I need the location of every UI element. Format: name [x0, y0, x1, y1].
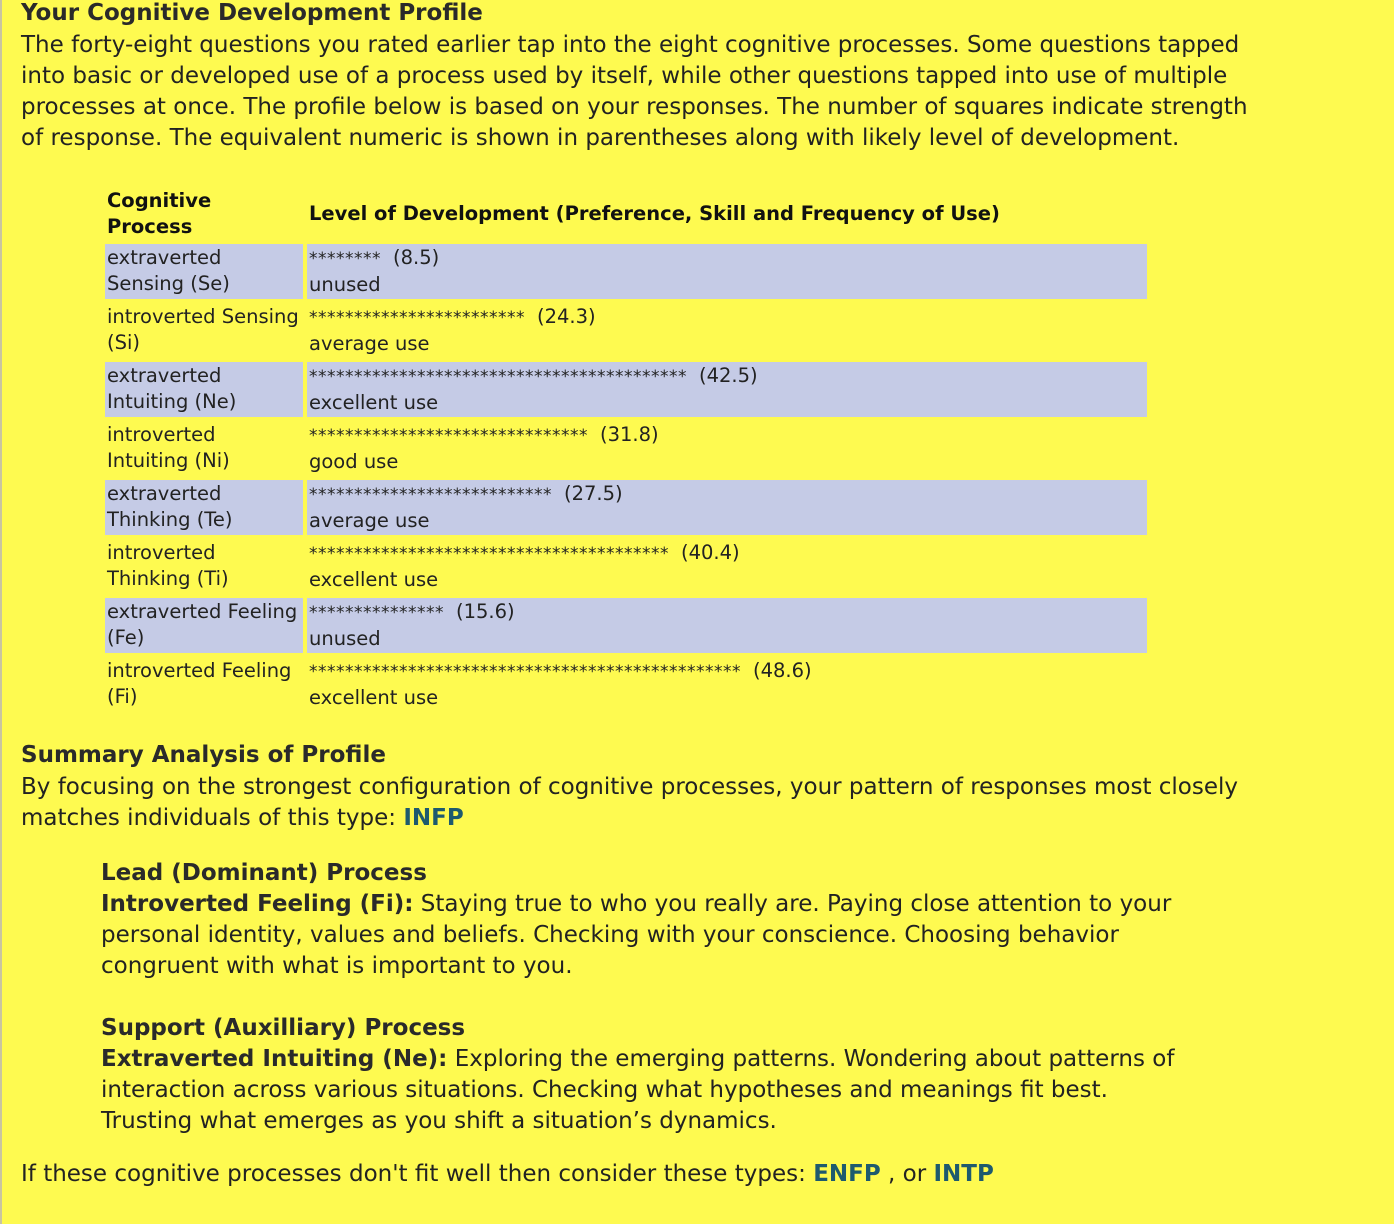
strength-stars: ******************************* — [309, 426, 588, 446]
strength-score: (8.5) — [393, 246, 440, 269]
strength-score: (48.6) — [753, 659, 812, 682]
profile-content — [21, 0, 1261, 1190]
level-cell — [307, 539, 1147, 594]
level-label: unused — [309, 627, 381, 650]
process-name: introverted Intuiting (Ni) — [107, 423, 230, 472]
support-process-desc: Exploring the emerging patterns. Wondering about patterns of interaction across various situations. Checking what hypotheses and meanings fit best. Trusting what emerges as you shift a situation’s dynamics. — [101, 1046, 1175, 1134]
table-row — [105, 598, 1147, 653]
intro-paragraph: The forty-eight questions you rated earlier tap into the eight cognitive processes. Some questions tapped into basic or developed use of a process used by itself, while other questions tapped into use of multiple processes at once. The profile below is based on your responses. The number of squares indicate strength of response. The equivalent numeric is shown in parentheses along with likely level of development. — [21, 32, 1248, 151]
table-row — [105, 539, 1147, 594]
level-label: average use — [309, 509, 430, 532]
page-title: Your Cognitive Development Profile — [21, 0, 483, 26]
level-cell — [307, 657, 1147, 712]
alt-type-link-1[interactable]: ENFP — [813, 1161, 881, 1187]
strength-score: (40.4) — [681, 541, 740, 564]
best-fit-type-link[interactable]: INFP — [403, 805, 464, 831]
table-row — [105, 480, 1147, 535]
strength-stars: ****************************************** — [309, 367, 687, 387]
strength-stars: ************************************************ — [309, 662, 741, 682]
table-row — [105, 657, 1147, 712]
left-edge — [0, 0, 2, 1224]
support-process-name: Extraverted Intuiting (Ne): — [101, 1046, 448, 1072]
col-header-level: Level of Development (Preference, Skill and Frequency of Use) — [309, 202, 1000, 225]
process-name: extraverted Sensing (Se) — [105, 244, 303, 299]
alternatives-text: If these cognitive processes don't fit well then consider these types: ENFP , or INTP — [21, 1161, 994, 1187]
lead-process-name: Introverted Feeling (Fi): — [101, 891, 414, 917]
support-process-title: Support (Auxilliary) Process — [101, 1015, 466, 1041]
strength-score: (24.3) — [537, 305, 596, 328]
strength-stars: **************************************** — [309, 544, 669, 564]
lead-process-desc: Staying true to who you really are. Paying close attention to your personal identity, values and beliefs. Checking with your conscience. Choosing behavior congruent with what is important to you. — [101, 891, 1172, 979]
table-row — [105, 303, 1147, 358]
strength-stars: *************** — [309, 603, 444, 623]
strength-score: (15.6) — [456, 600, 515, 623]
level-cell — [307, 421, 1147, 476]
process-name: introverted Feeling (Fi) — [107, 659, 292, 708]
process-name: extraverted Feeling (Fe) — [105, 598, 303, 653]
strength-stars: *************************** — [309, 485, 552, 505]
strength-score: (27.5) — [564, 482, 623, 505]
strength-stars: ******** — [309, 249, 381, 269]
process-name: introverted Sensing (Si) — [107, 305, 299, 354]
level-label: average use — [309, 332, 430, 355]
level-label: unused — [309, 273, 381, 296]
table-row — [105, 362, 1147, 417]
summary-title: Summary Analysis of Profile — [21, 742, 386, 768]
strength-score: (42.5) — [699, 364, 758, 387]
level-label: excellent use — [309, 391, 439, 414]
support-process-text — [101, 1044, 1201, 1137]
strength-score: (31.8) — [600, 423, 659, 446]
summary-text: By focusing on the strongest configuration of cognitive processes, your pattern of responses most closely matches individuals of this type: INFP — [21, 774, 1239, 831]
process-name: extraverted Intuiting (Ne) — [105, 362, 303, 417]
strength-stars: ************************ — [309, 308, 525, 328]
summary-section — [21, 742, 1261, 834]
lead-process-title: Lead (Dominant) Process — [101, 860, 427, 886]
process-name: extraverted Thinking (Te) — [105, 480, 303, 535]
alt-type-link-2[interactable]: INTP — [933, 1161, 994, 1187]
level-cell — [307, 244, 1147, 299]
profile-table — [105, 184, 1147, 716]
process-name: introverted Thinking (Ti) — [107, 541, 229, 590]
col-header-process: Cognitive Process — [107, 189, 212, 238]
level-label: excellent use — [309, 686, 439, 709]
level-label: excellent use — [309, 568, 439, 591]
lead-process-text — [101, 889, 1201, 982]
support-process-section — [101, 1013, 1201, 1137]
lead-process-section — [101, 858, 1201, 982]
table-header-row — [105, 188, 1147, 240]
level-cell — [307, 362, 1147, 417]
table-row — [105, 244, 1147, 299]
level-cell — [307, 598, 1147, 653]
level-cell — [307, 303, 1147, 358]
level-cell — [307, 480, 1147, 535]
level-label: good use — [309, 450, 399, 473]
table-row — [105, 421, 1147, 476]
